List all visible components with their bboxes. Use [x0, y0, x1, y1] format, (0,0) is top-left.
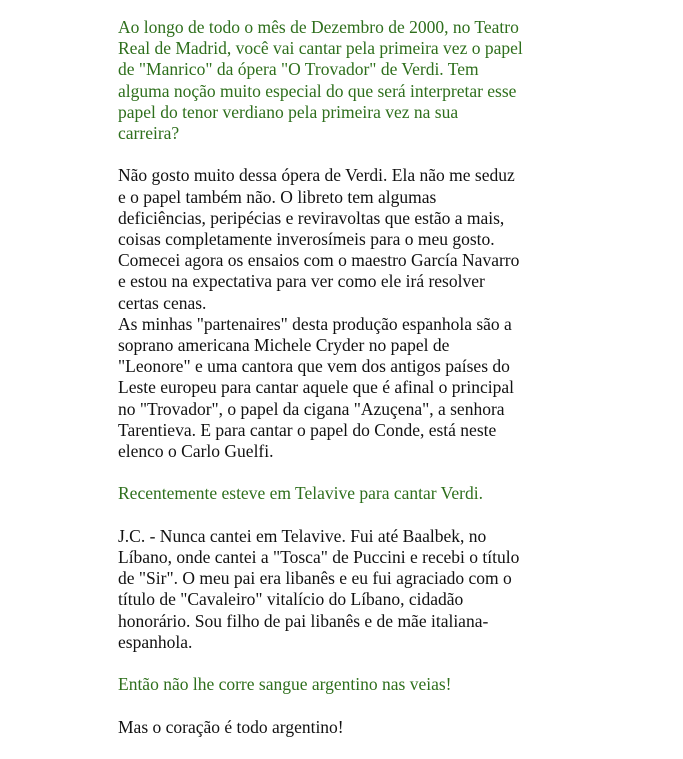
text-line: soprano americana Michele Cryder no papel de	[118, 335, 450, 356]
text-line: Não gosto muito dessa ópera de Verdi. Ela não me seduz	[118, 165, 515, 186]
question-telavive	[118, 483, 558, 504]
text-line: As minhas "partenaires" desta produção espanhola são a	[118, 313, 512, 334]
text-line: J.C. - Nunca cantei em Telavive. Fui até Baalbek, no	[118, 525, 487, 546]
text-line: carreira?	[118, 123, 180, 144]
text-line: de "Sir". O meu pai era libanês e eu fui agraciado com o	[118, 568, 512, 589]
text-line: "Leonore" e uma cantora que vem dos antigos países do	[118, 356, 510, 377]
text-line: Recentemente esteve em Telavive para cantar Verdi.	[118, 483, 483, 504]
text-line: no "Trovador", o papel da cigana "Azuçena", a senhora	[118, 398, 505, 419]
text-line: elenco o Carlo Guelfi.	[118, 441, 274, 462]
text-line: Tarentieva. E para cantar o papel do Conde, está neste	[118, 419, 497, 440]
text-line: deficiências, peripécias e reviravoltas que estão a mais,	[118, 207, 505, 228]
text-line: Leste europeu para cantar aquele que é afinal o principal	[118, 377, 514, 398]
answer-argentine-heart	[118, 717, 558, 738]
text-line: Ao longo de todo o mês de Dezembro de 2000, no Teatro	[118, 17, 519, 37]
text-line: Então não lhe corre sangue argentino nas veias!	[118, 674, 452, 695]
text-line: e o papel também não. O libreto tem algumas	[118, 186, 437, 207]
question-madrid-trovador	[118, 17, 558, 144]
text-line: Real de Madrid, você vai cantar pela primeira vez o papel	[118, 38, 523, 59]
answer-opera-opinion	[118, 165, 558, 313]
text-line: honorário. Sou filho de pai libanês e de mãe italiana-	[118, 610, 489, 631]
text-line: Comecei agora os ensaios com o maestro García Navarro	[118, 250, 520, 271]
text-line: alguma noção muito especial do que será interpretar esse	[118, 80, 517, 101]
text-line: Líbano, onde cantei a "Tosca" de Puccini e recebi o título	[118, 547, 520, 568]
text-line: título de "Cavaleiro" vitalício do Líbano, cidadão	[118, 589, 464, 610]
text-line: coisas completamente inverosímeis para o meu gosto.	[118, 229, 495, 250]
question-argentine-blood	[118, 674, 558, 695]
text-line: de "Manrico" da ópera "O Trovador" de Verdi. Tem	[118, 59, 479, 80]
text-line: espanhola.	[118, 631, 193, 652]
text-line: Mas o coração é todo argentino!	[118, 716, 344, 737]
interview-page	[118, 17, 558, 738]
answer-baalbek-lebanon	[118, 526, 558, 653]
text-line: e estou na expectativa para ver como ele irá resolver	[118, 271, 485, 292]
text-line: papel do tenor verdiano pela primeira vez na sua	[118, 101, 459, 122]
text-line: certas cenas.	[118, 292, 207, 313]
answer-cast-partners	[118, 314, 558, 462]
